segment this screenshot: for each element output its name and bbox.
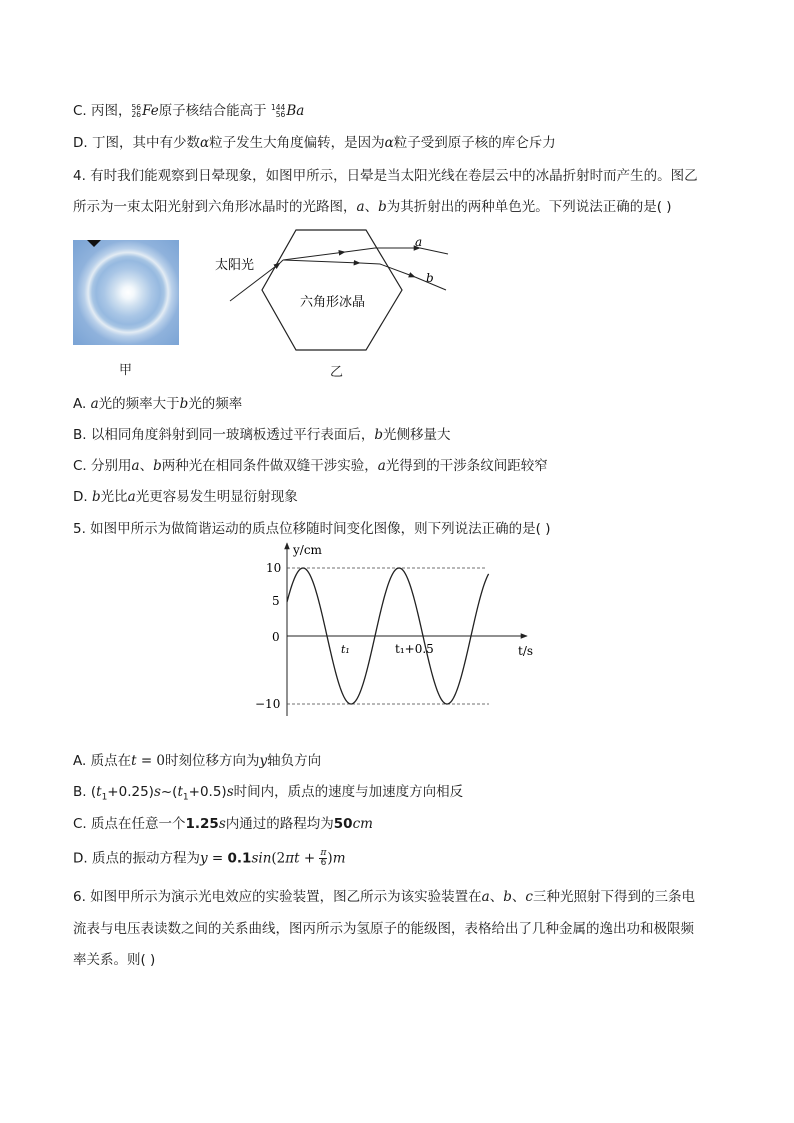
q5-option-b: B. $(t_1+0.25)s\sim(t_1+0.5)s$时间内，质点的速度与加速度方向相反 (73, 784, 464, 803)
fe-symbol: Fe (142, 103, 159, 119)
q5-stem: 5. 如图甲所示为做简谐运动的质点位移随时间变化图像，则下列说法正确的是( ) (73, 521, 551, 537)
y-tick-5: 5 (272, 594, 280, 608)
q6-stem-line3: 率关系。则( ) (73, 952, 156, 968)
q4-option-a: A. a光的频率大于b光的频率 (73, 396, 243, 412)
q5-option-a: A. 质点在t = 0时刻位移方向为y轴负方向 (73, 753, 322, 769)
x-axis-label: t/s (518, 644, 534, 658)
y-tick-0: 0 (272, 630, 280, 644)
q4-stem-line2: 所示为一束太阳光射到六角形冰晶时的光路图，a、b为其折射出的两种单色光。下列说法正确的是( ) (73, 199, 672, 215)
pi-over-6-fraction: $\frac{\pi}{6}$ (320, 848, 327, 868)
shm-chart (245, 538, 545, 723)
x-annot-t1: t₁ (341, 643, 350, 656)
crystal-label: 六角形冰晶 (300, 295, 366, 310)
y-tick-neg10: −10 (255, 697, 281, 711)
q4-option-b: B. 以相同角度斜射到同一玻璃板透过平行表面后，b光侧移量大 (73, 427, 451, 443)
ba-symbol: Ba (286, 103, 305, 119)
fe-nuclide-indices: 56 26 (131, 103, 142, 119)
q4-stem-line1: 4. 有时我们能观察到日晕现象，如图甲所示，日晕是当太阳光线在卷层云中的冰晶折射时而产生的。图乙 (73, 168, 698, 184)
caption-jia: 甲 (119, 363, 133, 378)
ray-b-label: b (426, 271, 434, 285)
x-annot-t1-plus-05: t₁+0.5 (395, 642, 434, 656)
inner-ray-b (283, 260, 360, 263)
y-axis-label: y/cm (293, 543, 322, 557)
ray-a-label: a (415, 235, 423, 249)
q5-option-c: C. 质点在任意一个1.25s内通过的路程均为50cm (73, 816, 373, 832)
q6-stem-line1: 6. 如图甲所示为演示光电效应的实验装置，图乙所示为该实验装置在a、b、c三种光照射下得到的三条电 (73, 889, 695, 905)
ba-nuclide-indices: 144 56 (270, 103, 286, 119)
q4-option-c: C. 分别用a、b两种光在相同条件做双缝干涉实验，a光得到的干涉条纹间距较窄 (73, 458, 548, 474)
inner-ray-a (283, 252, 345, 260)
q5-option-d: D. 质点的振动方程为y = 0.1sin(2πt + $\frac{\pi}{6}$ )m (73, 848, 346, 868)
q4-option-d: D. b光比a光更容易发生明显衍射现象 (73, 489, 298, 505)
halo-photo (73, 240, 179, 345)
caption-yi: 乙 (330, 365, 344, 380)
q3-option-d: D. 丁图，其中有少数α粒子发生大角度偏转，是因为α粒子受到原子核的库仑斥力 (73, 135, 556, 151)
outgoing-ray-b (380, 264, 415, 277)
photo-corner-marker (87, 240, 101, 247)
q6-stem-line2: 流表与电压表读数之间的关系曲线，图丙所示为氢原子的能级图，表格给出了几种金属的逸出功和极限频 (73, 921, 694, 937)
y-tick-10: 10 (266, 561, 282, 575)
q3-option-c: C. 丙图， 56 26 Fe原子核结合能高于 144 56 Ba (73, 103, 305, 119)
sunlight-label: 太阳光 (215, 258, 255, 273)
ice-crystal-diagram (210, 226, 460, 366)
